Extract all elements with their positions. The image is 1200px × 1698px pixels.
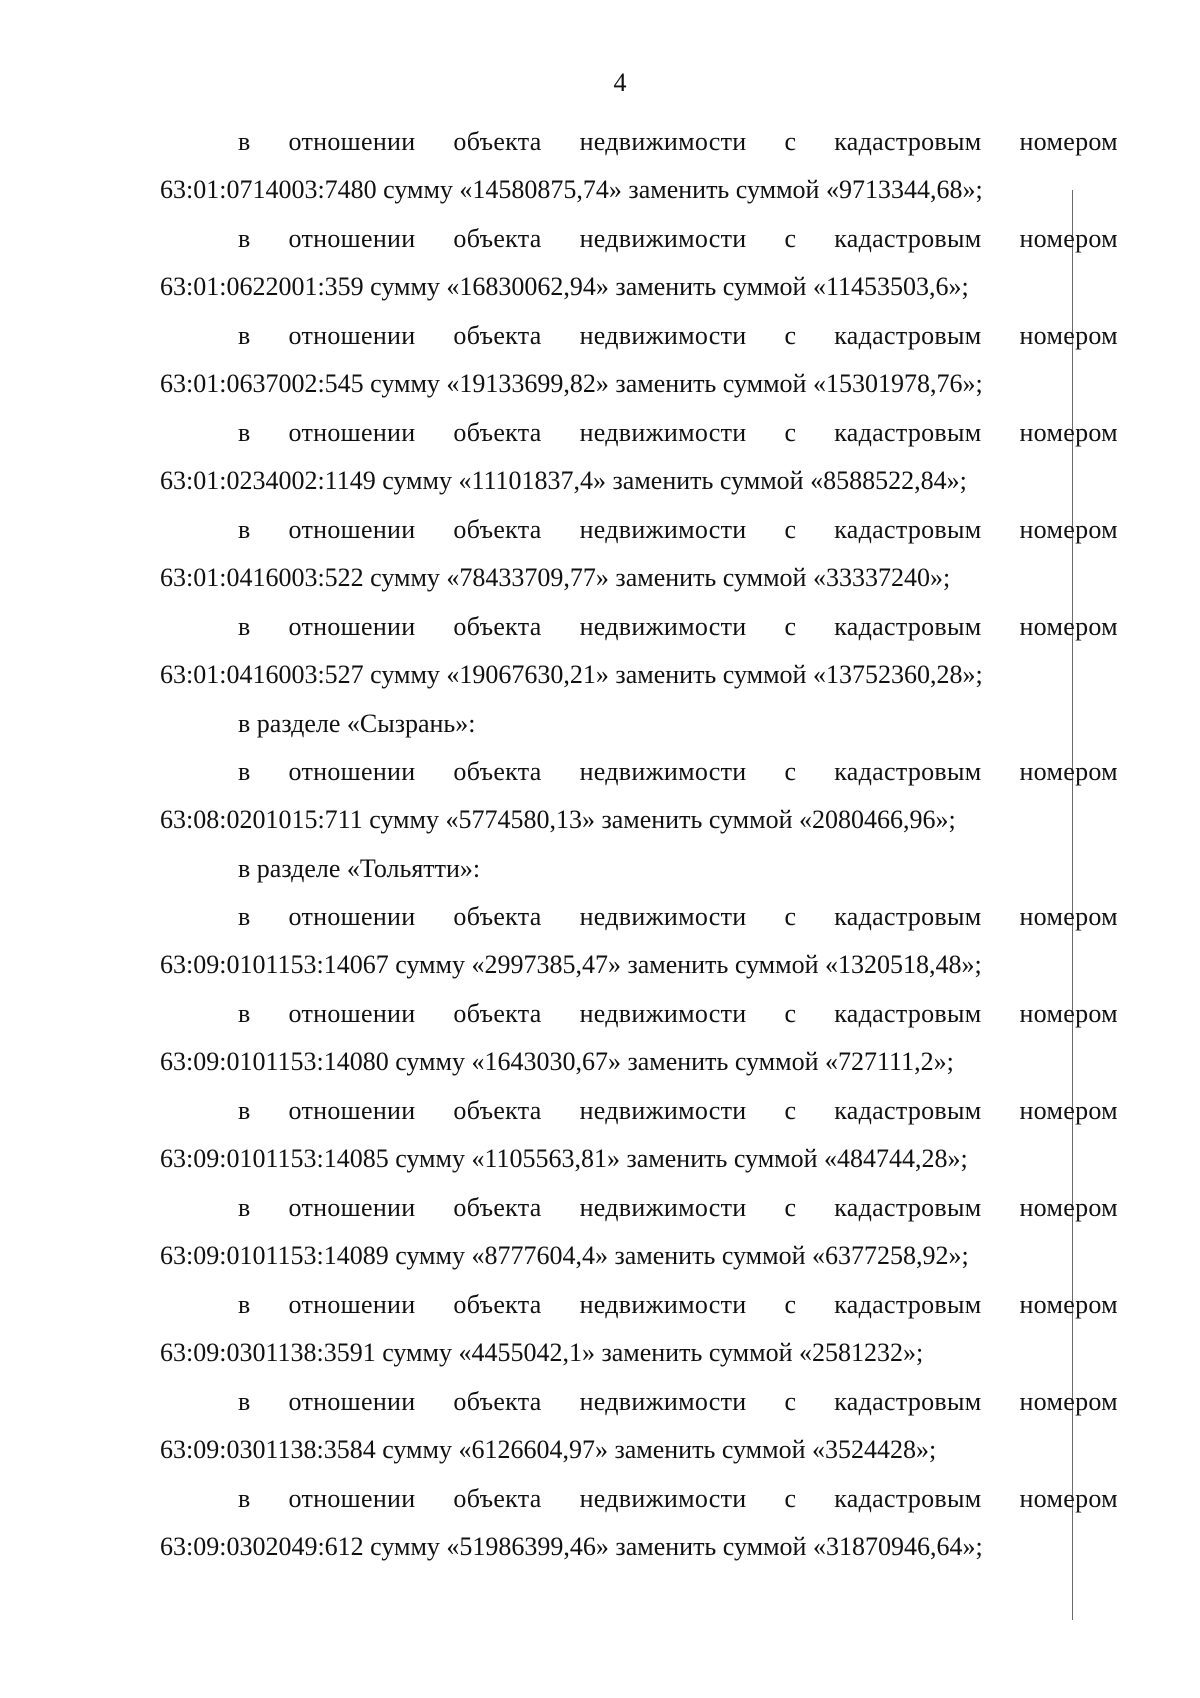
- lead-word: номером: [1019, 1484, 1118, 1513]
- lead-word: кадастровым: [834, 1193, 982, 1222]
- lead-word: отношении: [288, 999, 416, 1028]
- amendment-paragraph: [160, 126, 1118, 223]
- lead-word: с: [784, 757, 797, 786]
- amendment-text: 63:01:0416003:527 сумму «19067630,21» заменить суммой «13752360,28»;: [160, 660, 983, 689]
- lead-word: объекта: [453, 999, 542, 1028]
- lead-word: объекта: [453, 1290, 542, 1319]
- amendment-paragraph: [160, 611, 1118, 708]
- paragraph-lead: [160, 998, 1118, 1046]
- amendment-paragraph: [160, 901, 1118, 998]
- paragraph-lead: [160, 901, 1118, 949]
- lead-word: отношении: [288, 321, 416, 350]
- lead-word: номером: [1019, 1096, 1118, 1125]
- lead-word: с: [784, 902, 797, 931]
- amendment-text: 63:01:0234002:1149 сумму «11101837,4» заменить суммой «8588522,84»;: [160, 466, 967, 495]
- amendment-text: 63:01:0714003:7480 сумму «14580875,74» заменить суммой «9713344,68»;: [160, 175, 983, 204]
- lead-word: с: [784, 1290, 797, 1319]
- lead-word: недвижимости: [579, 612, 747, 641]
- lead-word: с: [784, 612, 797, 641]
- lead-word: в: [238, 1387, 251, 1416]
- lead-word: недвижимости: [579, 1387, 747, 1416]
- page-number: 4: [613, 68, 627, 97]
- lead-word: недвижимости: [579, 1290, 747, 1319]
- lead-word: кадастровым: [834, 1484, 982, 1513]
- amendment-paragraph: [160, 417, 1118, 514]
- lead-word: кадастровым: [834, 902, 982, 931]
- amendment-paragraph: [160, 320, 1118, 417]
- lead-word: в: [238, 1096, 251, 1125]
- lead-word: с: [784, 1387, 797, 1416]
- lead-word: отношении: [288, 612, 416, 641]
- lead-word: номером: [1019, 127, 1118, 156]
- amendment-text: 63:08:0201015:711 сумму «5774580,13» заменить суммой «2080466,96»;: [160, 805, 956, 834]
- lead-word: объекта: [453, 127, 542, 156]
- lead-word: номером: [1019, 902, 1118, 931]
- lead-word: с: [784, 418, 797, 447]
- lead-word: отношении: [288, 1484, 416, 1513]
- lead-word: номером: [1019, 999, 1118, 1028]
- paragraph-lead: [160, 1483, 1118, 1531]
- lead-word: с: [784, 127, 797, 156]
- amendment-text: 63:09:0301138:3591 сумму «4455042,1» заменить суммой «2581232»;: [160, 1338, 924, 1367]
- lead-word: объекта: [453, 321, 542, 350]
- lead-word: номером: [1019, 418, 1118, 447]
- lead-word: объекта: [453, 1096, 542, 1125]
- lead-word: объекта: [453, 515, 542, 544]
- lead-word: недвижимости: [579, 757, 747, 786]
- lead-word: номером: [1019, 1193, 1118, 1222]
- paragraph-lead: [160, 223, 1118, 271]
- lead-word: отношении: [288, 1387, 416, 1416]
- lead-word: отношении: [288, 1096, 416, 1125]
- lead-word: кадастровым: [834, 612, 982, 641]
- lead-word: с: [784, 224, 797, 253]
- section-heading-tolyatti: в разделе «Тольятти»:: [238, 854, 481, 883]
- lead-word: объекта: [453, 418, 542, 447]
- lead-word: отношении: [288, 127, 416, 156]
- lead-word: номером: [1019, 612, 1118, 641]
- lead-word: с: [784, 321, 797, 350]
- lead-word: в: [238, 612, 251, 641]
- amendment-text: 63:09:0101153:14085 сумму «1105563,81» заменить суммой «484744,28»;: [160, 1144, 968, 1173]
- paragraph-lead: [160, 1192, 1118, 1240]
- lead-word: недвижимости: [579, 224, 747, 253]
- lead-word: кадастровым: [834, 418, 982, 447]
- amendment-text: 63:01:0622001:359 сумму «16830062,94» заменить суммой «11453503,6»;: [160, 272, 969, 301]
- amendment-text: 63:01:0416003:522 сумму «78433709,77» заменить суммой «33337240»;: [160, 563, 951, 592]
- lead-word: объекта: [453, 224, 542, 253]
- lead-word: объекта: [453, 902, 542, 931]
- lead-word: в: [238, 1484, 251, 1513]
- lead-word: отношении: [288, 902, 416, 931]
- lead-word: номером: [1019, 224, 1118, 253]
- amendment-text: 63:09:0302049:612 сумму «51986399,46» заменить суммой «31870946,64»;: [160, 1532, 983, 1561]
- lead-word: номером: [1019, 321, 1118, 350]
- lead-word: отношении: [288, 757, 416, 786]
- lead-word: кадастровым: [834, 515, 982, 544]
- amendment-text: 63:01:0637002:545 сумму «19133699,82» заменить суммой «15301978,76»;: [160, 369, 983, 398]
- lead-word: кадастровым: [834, 127, 982, 156]
- lead-word: номером: [1019, 757, 1118, 786]
- amendment-paragraph: [160, 1386, 1118, 1483]
- amendment-text: 63:09:0101153:14067 сумму «2997385,47» заменить суммой «1320518,48»;: [160, 950, 982, 979]
- lead-word: в: [238, 418, 251, 447]
- lead-word: с: [784, 515, 797, 544]
- paragraph-lead: [160, 126, 1118, 174]
- lead-word: объекта: [453, 1484, 542, 1513]
- lead-word: в: [238, 321, 251, 350]
- lead-word: в: [238, 127, 251, 156]
- amendment-paragraph: [160, 1192, 1118, 1289]
- lead-word: объекта: [453, 757, 542, 786]
- lead-word: недвижимости: [579, 1484, 747, 1513]
- lead-word: с: [784, 1193, 797, 1222]
- lead-word: в: [238, 757, 251, 786]
- lead-word: в: [238, 902, 251, 931]
- paragraph-lead: [160, 1386, 1118, 1434]
- lead-word: кадастровым: [834, 1387, 982, 1416]
- lead-word: недвижимости: [579, 902, 747, 931]
- amendment-text: 63:09:0301138:3584 сумму «6126604,97» заменить суммой «3524428»;: [160, 1435, 937, 1464]
- amendment-paragraph: [160, 1095, 1118, 1192]
- lead-word: объекта: [453, 612, 542, 641]
- lead-word: номером: [1019, 515, 1118, 544]
- amendment-paragraph: [160, 998, 1118, 1095]
- paragraph-lead: [160, 320, 1118, 368]
- lead-word: недвижимости: [579, 1096, 747, 1125]
- paragraph-lead: [160, 417, 1118, 465]
- lead-word: номером: [1019, 1387, 1118, 1416]
- lead-word: недвижимости: [579, 321, 747, 350]
- lead-word: кадастровым: [834, 321, 982, 350]
- paragraph-lead: [160, 1095, 1118, 1143]
- paragraph-lead: [160, 611, 1118, 659]
- lead-word: отношении: [288, 224, 416, 253]
- lead-word: отношении: [288, 418, 416, 447]
- lead-word: объекта: [453, 1387, 542, 1416]
- lead-word: в: [238, 999, 251, 1028]
- lead-word: недвижимости: [579, 418, 747, 447]
- lead-word: отношении: [288, 515, 416, 544]
- paragraph-lead: [160, 1289, 1118, 1337]
- lead-word: отношении: [288, 1290, 416, 1319]
- lead-word: с: [784, 1484, 797, 1513]
- section-heading-syzran: в разделе «Сызрань»:: [238, 709, 476, 738]
- amendment-paragraph: [160, 514, 1118, 611]
- lead-word: кадастровым: [834, 1290, 982, 1319]
- amendment-paragraph: [160, 756, 1118, 853]
- lead-word: с: [784, 1096, 797, 1125]
- lead-word: номером: [1019, 1290, 1118, 1319]
- amendment-text: 63:09:0101153:14089 сумму «8777604,4» заменить суммой «6377258,92»;: [160, 1241, 969, 1270]
- lead-word: недвижимости: [579, 515, 747, 544]
- amendment-paragraph: [160, 223, 1118, 320]
- paragraph-lead: [160, 514, 1118, 562]
- lead-word: недвижимости: [579, 127, 747, 156]
- amendment-paragraph: [160, 1483, 1118, 1580]
- lead-word: в: [238, 1290, 251, 1319]
- lead-word: недвижимости: [579, 999, 747, 1028]
- lead-word: с: [784, 999, 797, 1028]
- amendment-text: 63:09:0101153:14080 сумму «1643030,67» заменить суммой «727111,2»;: [160, 1047, 954, 1076]
- lead-word: отношении: [288, 1193, 416, 1222]
- paragraph-lead: [160, 756, 1118, 804]
- document-body: [160, 126, 1118, 1580]
- lead-word: в: [238, 1193, 251, 1222]
- lead-word: недвижимости: [579, 1193, 747, 1222]
- lead-word: кадастровым: [834, 757, 982, 786]
- lead-word: кадастровым: [834, 999, 982, 1028]
- lead-word: в: [238, 515, 251, 544]
- amendment-paragraph: [160, 1289, 1118, 1386]
- lead-word: кадастровым: [834, 224, 982, 253]
- lead-word: в: [238, 224, 251, 253]
- lead-word: объекта: [453, 1193, 542, 1222]
- lead-word: кадастровым: [834, 1096, 982, 1125]
